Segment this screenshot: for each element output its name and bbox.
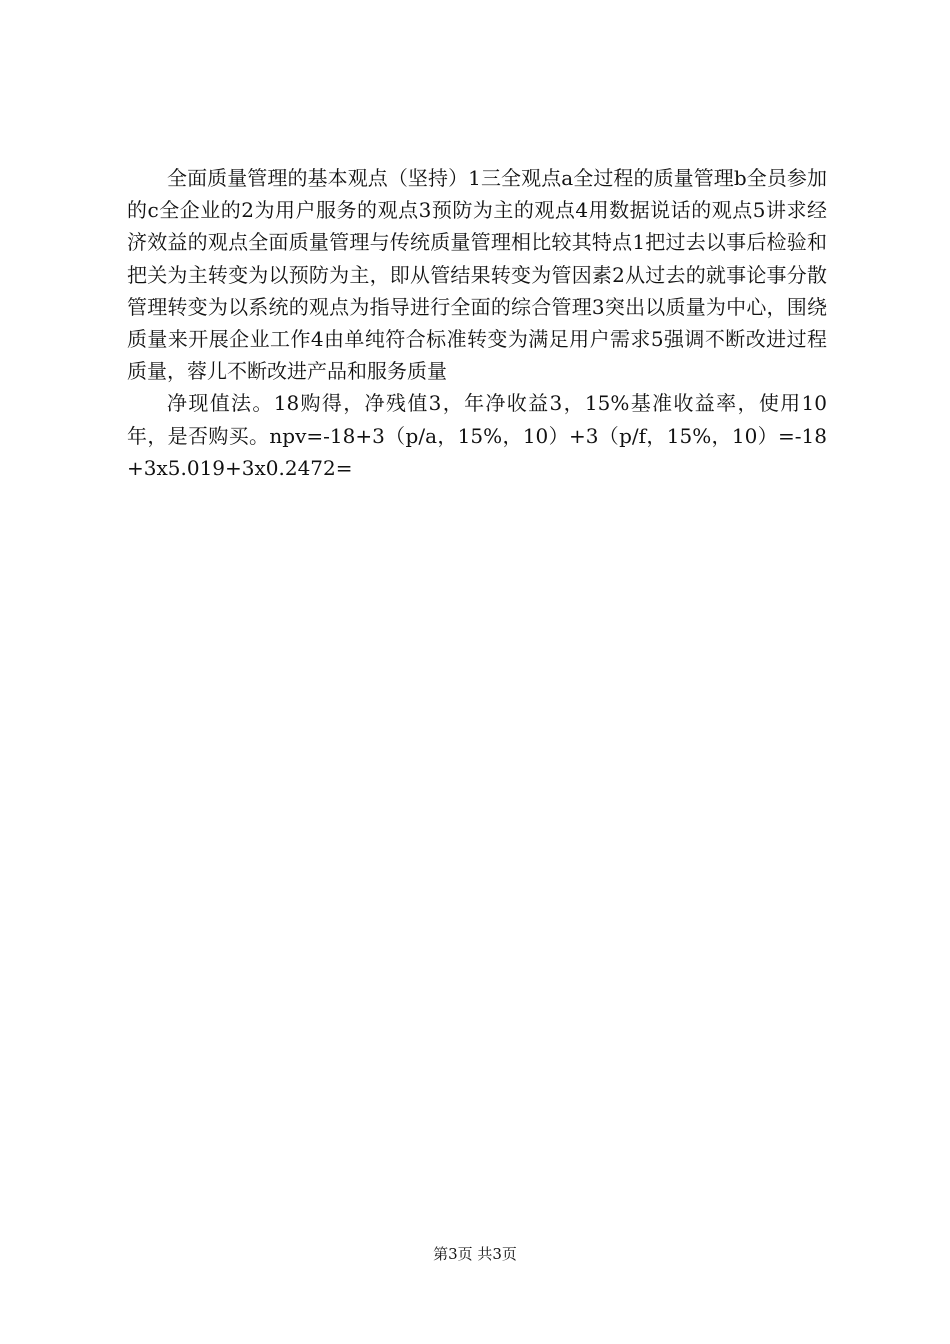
document-body <box>127 162 827 484</box>
page-footer: 第3页 共3页 <box>433 1245 517 1263</box>
paragraph-npv: 净现值法。18购得，净残值3，年净收益3，15%基准收益率，使用10年，是否购买。npv=-18+3（p/a，15%，10）+3（p/f，15%，10）=-18+3x5.019+3x0.2472= <box>127 391 827 480</box>
paragraph-quality-management: 全面质量管理的基本观点（坚持）1三全观点a全过程的质量管理b全员参加的c全企业的2为用户服务的观点3预防为主的观点4用数据说话的观点5讲求经济效益的观点全面质量管理与传统质量管理相比较其特点1把过去以事后检验和把关为主转变为以预防为主，即从管结果转变为管因素2从过去的就事论事分散管理转变为以系统的观点为指导进行全面的综合管理3突出以质量为中心，围绕质量来开展企业工作4由单纯符合标准转变为满足用户需求5强调不断改进过程质量，蓉儿不断改进产品和服务质量 <box>127 166 827 384</box>
